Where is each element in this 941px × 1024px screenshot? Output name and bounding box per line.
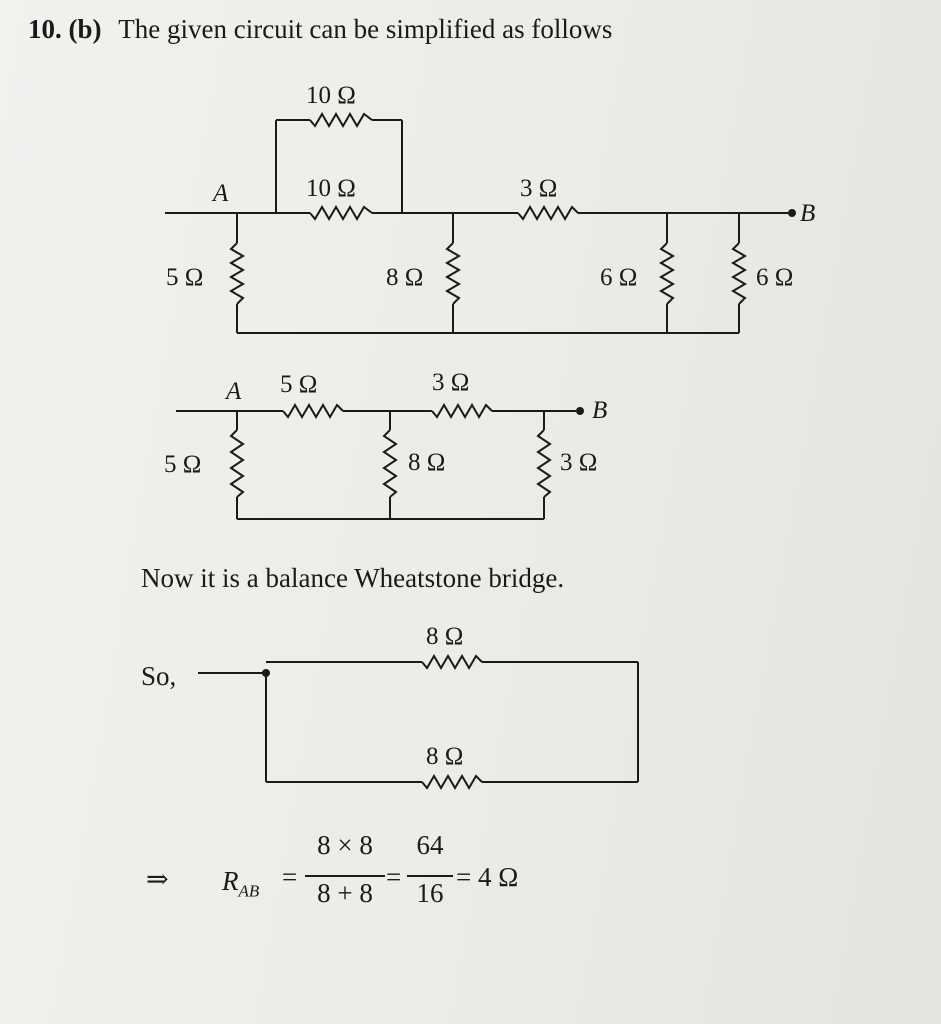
final-result: = 4 Ω xyxy=(456,862,519,892)
c1-resistor-10-top xyxy=(310,114,372,126)
fraction-1-denominator: 8 + 8 xyxy=(317,878,373,908)
c1-label-10-top: 10 Ω xyxy=(306,82,356,109)
c2-resistor-5-shunt xyxy=(231,430,243,497)
circuit-3 xyxy=(198,623,638,788)
c1-resistor-6b xyxy=(733,243,745,304)
c3-resistor-8-top xyxy=(422,656,482,668)
implies-arrow: ⇒ xyxy=(146,864,169,894)
circuit-1 xyxy=(165,82,815,333)
r-letter: R xyxy=(222,866,239,896)
c2-label-5-top: 5 Ω xyxy=(280,371,318,398)
c2-resistor-5-top xyxy=(283,405,343,417)
c1-label-6b: 6 Ω xyxy=(756,264,794,291)
c1-label-3: 3 Ω xyxy=(520,175,558,202)
c1-node-a: A xyxy=(213,180,229,207)
fraction-2-bar xyxy=(407,875,453,877)
question-number: 10. xyxy=(28,14,62,44)
c1-label-6a: 6 Ω xyxy=(600,264,638,291)
c2-resistor-3-top xyxy=(432,405,492,417)
c3-label-8-bottom: 8 Ω xyxy=(426,743,464,770)
c2-node-b: B xyxy=(592,397,608,424)
c1-resistor-8 xyxy=(447,243,459,304)
r-subscript: AB xyxy=(238,881,260,901)
wheatstone-statement: Now it is a balance Wheatstone bridge. xyxy=(141,563,565,593)
c2-node-b-dot xyxy=(576,407,584,415)
c2-label-3-shunt: 3 Ω xyxy=(560,449,598,476)
c1-label-5: 5 Ω xyxy=(166,264,204,291)
c2-label-3-top: 3 Ω xyxy=(432,369,470,396)
c2-resistor-8 xyxy=(384,430,396,497)
c1-label-8: 8 Ω xyxy=(386,264,424,291)
equals-1: = xyxy=(282,862,298,892)
fraction-2-denominator: 16 xyxy=(416,878,444,908)
circuit-2 xyxy=(164,369,607,519)
c1-node-b: B xyxy=(800,200,816,227)
c1-node-b-dot xyxy=(788,209,796,217)
c1-resistor-3 xyxy=(518,207,578,219)
c2-resistor-3-shunt xyxy=(538,430,550,497)
c1-label-10-mid: 10 Ω xyxy=(306,175,356,202)
fraction-2-numerator: 64 xyxy=(416,830,444,860)
c2-node-a: A xyxy=(226,378,242,405)
fraction-1-bar xyxy=(305,875,385,877)
c1-resistor-5 xyxy=(231,243,243,304)
fraction-1-numerator: 8 × 8 xyxy=(317,830,373,860)
so-prefix: So, xyxy=(141,661,177,691)
c2-label-5-shunt: 5 Ω xyxy=(164,451,202,478)
c3-resistor-8-bottom xyxy=(422,776,482,788)
c1-resistor-6a xyxy=(661,243,673,304)
r-symbol xyxy=(222,866,259,901)
answer-option: (b) xyxy=(68,14,102,44)
question-intro: The given circuit can be simplified as follows xyxy=(118,14,613,44)
c1-resistor-10-mid xyxy=(310,207,372,219)
equals-2: = xyxy=(386,862,402,892)
c2-label-8: 8 Ω xyxy=(408,449,446,476)
c3-label-8-top: 8 Ω xyxy=(426,623,464,650)
